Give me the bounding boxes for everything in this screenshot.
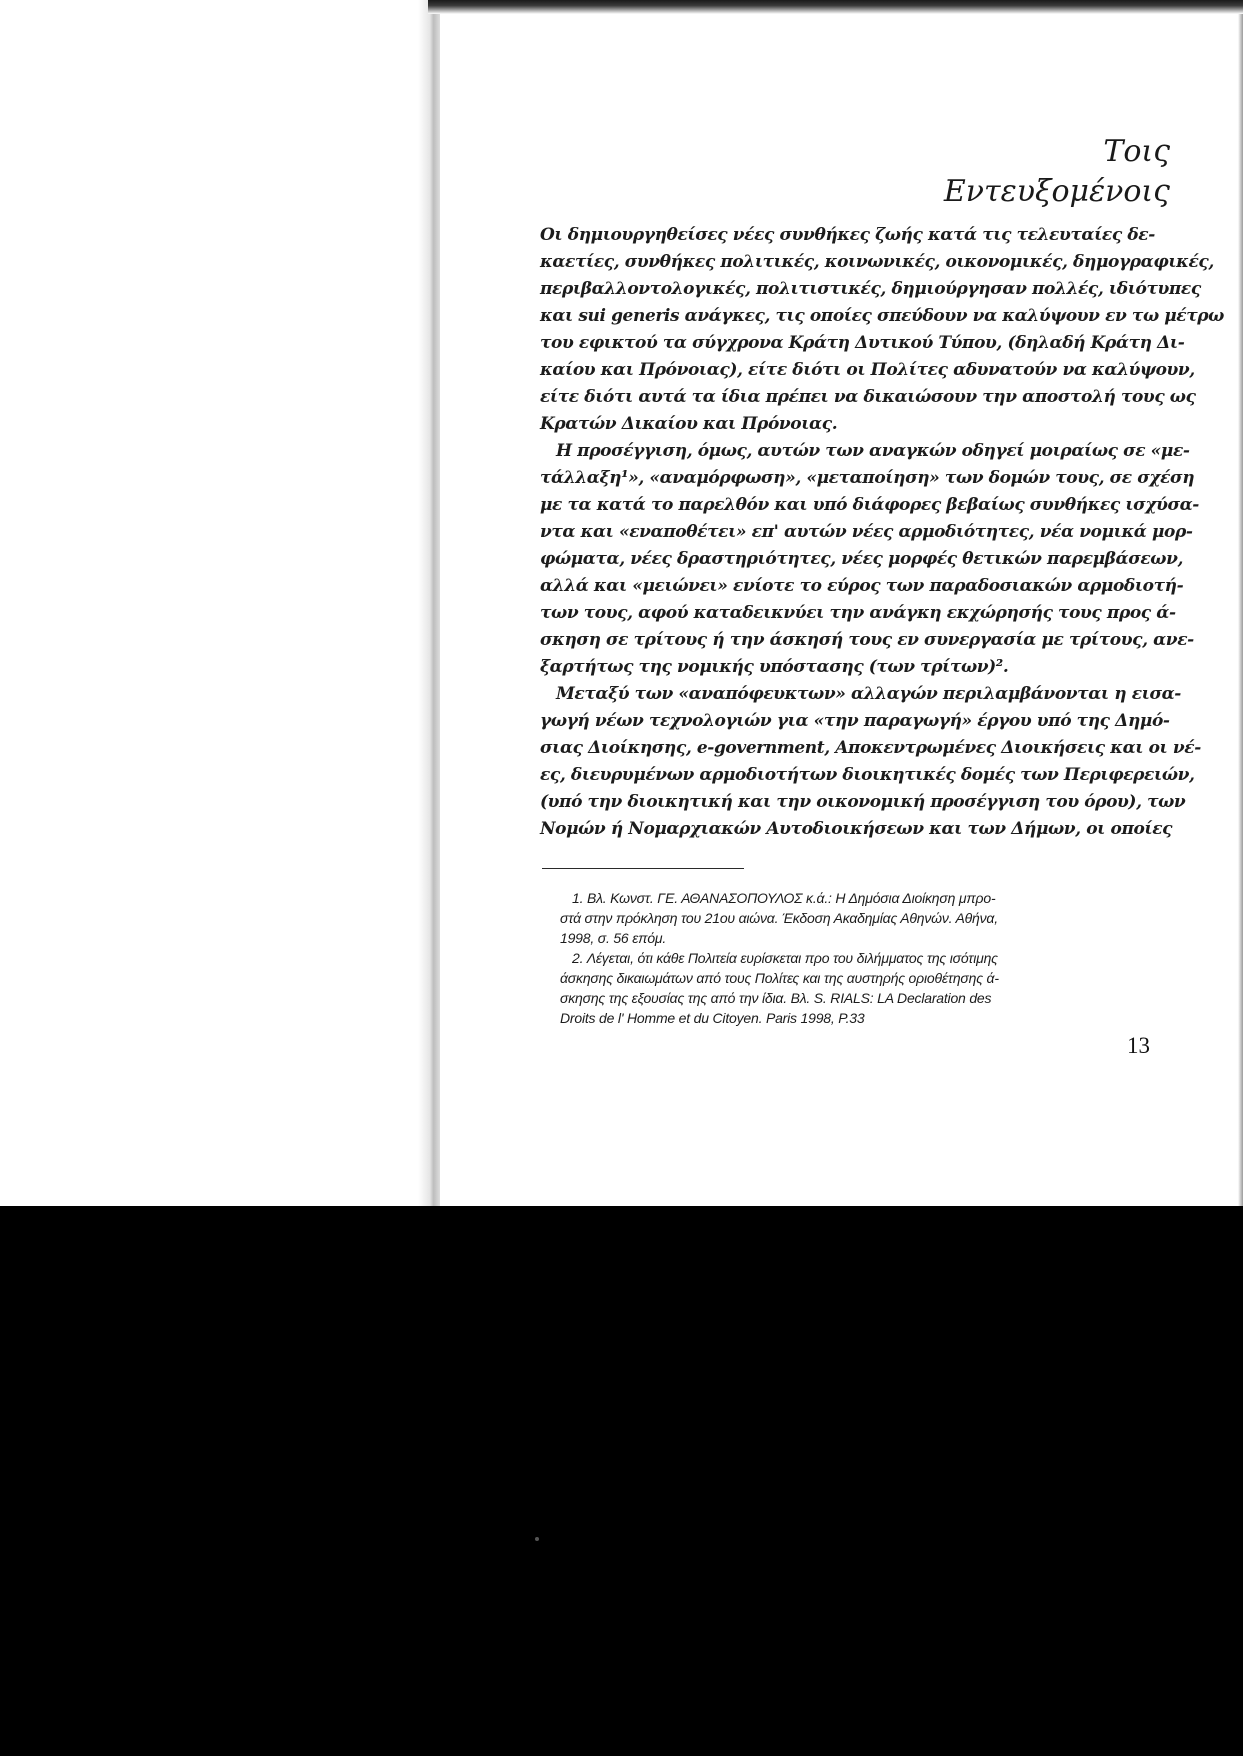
body-line: Κρατών Δικαίου και Πρόνοιας. — [540, 414, 838, 434]
body-line: Νομών ή Νομαρχιακών Αυτοδιοικήσεων και των Δήμων, οι οποίες — [540, 819, 1173, 839]
body-line: είτε διότι αυτά τα ίδια πρέπει να δικαιώσουν την αποστολή τους ως — [540, 387, 1196, 407]
footnote-separator — [542, 868, 744, 869]
footnote-line: Droits de l' Homme et du Citoyen. Paris 1998, P.33 — [560, 1010, 865, 1026]
footnote-line: άσκησης δικαιωμάτων από τους Πολίτες και της αυστηρής οριοθέτησης ά- — [560, 970, 999, 986]
footnotes — [560, 888, 1160, 1028]
page-top-edge-shadow — [428, 0, 1243, 14]
body-line: γωγή νέων τεχνολογιών για «την παραγωγή» έργου υπό της Δημό- — [540, 711, 1170, 731]
scan-dust-speck — [535, 1537, 539, 1541]
footnote-line: 1998, σ. 56 επόμ. — [560, 930, 667, 946]
body-line: φώματα, νέες δραστηριότητες, νέες μορφές θετικών παρεμβάσεων, — [540, 549, 1184, 569]
left-blank-page — [0, 0, 428, 1206]
body-line: Μεταξύ των «αναπόφευκτων» αλλαγών περιλαμβάνονται η εισα- — [556, 684, 1181, 704]
body-line: του εφικτού τα σύγχρονα Κράτη Δυτικού Τύπου, (δηλαδή Κράτη Δι- — [540, 333, 1185, 353]
footnote-line: 1. Βλ. Κωνστ. ΓΕ. ΑΘΑΝΑΣΟΠΟΥΛΟΣ κ.ά.: Η Δημόσια Διοίκηση μπρο- — [572, 890, 996, 906]
scan-background-bottom — [0, 1206, 1243, 1756]
body-line: αλλά και «μειώνει» ενίοτε το εύρος των παραδοσιακών αρμοδιοτή- — [540, 576, 1184, 596]
body-line: καίου και Πρόνοιας), είτε διότι οι Πολίτες αδυνατούν να καλύψουν, — [540, 360, 1195, 380]
footnote-line: σκησης της εξουσίας της από την ίδια. Βλ. S. RIALS: LA Declaration des — [560, 990, 992, 1006]
body-line: περιβαλλοντολογικές, πολιτιστικές, δημιούργησαν πολλές, ιδιότυπες — [540, 279, 1201, 299]
body-line: Οι δημιουργηθείσες νέες συνθήκες ζωής κατά τις τελευταίες δε- — [540, 225, 1155, 245]
body-line: σιας Διοίκησης, e-government, Αποκεντρωμένες Διοικήσεις και οι νέ- — [540, 738, 1201, 758]
body-line: τάλλαξη¹», «αναμόρφωση», «μεταποίηση» των δομών τους, σε σχέση — [540, 468, 1195, 488]
body-line: και sui generis ανάγκες, τις οποίες σπεύδουν να καλύψουν εν τω μέτρω — [540, 306, 1224, 326]
page-number: 13 — [1127, 1033, 1150, 1058]
body-line: των τους, αφού καταδεικνύει την ανάγκη εκχώρησής τους προς ά- — [540, 603, 1176, 623]
body-line: με τα κατά το παρελθόν και υπό διάφορες βεβαίως συνθήκες ισχύσα- — [540, 495, 1199, 515]
running-head: Τοις Εντευξομένοις — [943, 134, 1170, 209]
body-line: ντα και «εναποθέτει» επ' αυτών νέες αρμοδιότητες, νέα νομικά μορ- — [540, 522, 1193, 542]
footnote-line: 2. Λέγεται, ότι κάθε Πολιτεία ευρίσκεται προ του διλήμματος της ισότιμης — [572, 950, 998, 966]
body-line: (υπό την διοικητική και την οικονομική προσέγγιση του όρου), των — [540, 792, 1186, 812]
page-right-edge-shadow — [1238, 14, 1243, 1206]
footnote-line: στά στην πρόκληση του 21ου αιώνα. Έκδοση Ακαδημίας Αθηνών. Αθήνα, — [560, 910, 998, 926]
body-line: σκηση σε τρίτους ή την άσκησή τους εν συνεργασία με τρίτους, ανε- — [540, 630, 1194, 650]
body-line: ξαρτήτως της νομικής υπόστασης (των τρίτων)². — [540, 657, 1009, 677]
body-line: καετίες, συνθήκες πολιτικές, κοινωνικές, οικονομικές, δημογραφικές, — [540, 252, 1214, 272]
body-line: ες, διευρυμένων αρμοδιοτήτων διοικητικές δομές των Περιφερειών, — [540, 765, 1195, 785]
body-text — [540, 222, 1224, 843]
body-line: Η προσέγγιση, όμως, αυτών των αναγκών οδηγεί μοιραίως σε «με- — [556, 441, 1190, 461]
